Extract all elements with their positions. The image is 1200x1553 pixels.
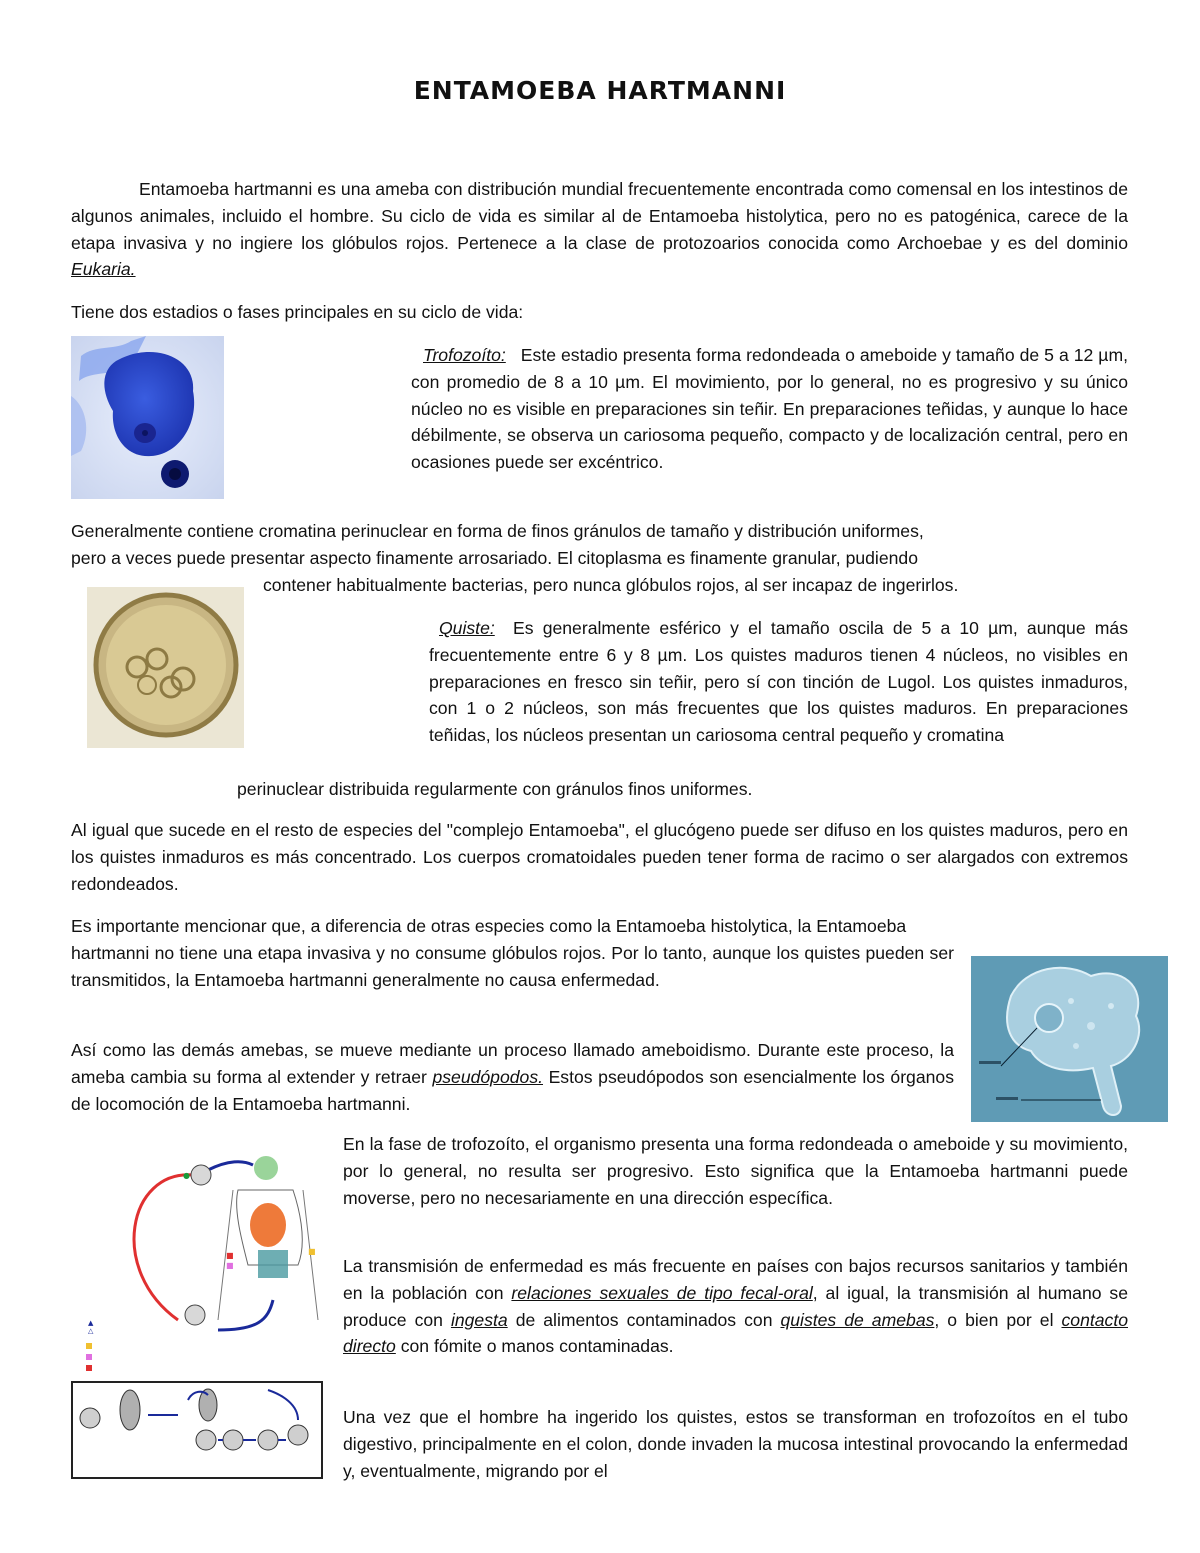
ameboidismo-paragraph	[71, 1037, 954, 1117]
ameba-pseudopodos-micrograph	[971, 956, 1168, 1122]
transmision-paragraph	[343, 1253, 1128, 1360]
pseudopodos-link[interactable]: pseudópodos.	[432, 1066, 543, 1087]
transmision-text-4: , o bien por el	[934, 1309, 1062, 1330]
trofozoito-text: Este estadio presenta forma redondeada o ameboide y tamaño de 5 a 12 µm, con promedio de 8 a 10 µm. El movimiento, por lo general, no es progresivo y su único núcleo no es visible en preparaciones sin teñir. En preparaciones teñidas, y aunque lo hace débilmente, se observa un cariosoma pequeño, compacto y de localización central, pero en ocasiones puede ser excéntrico.	[411, 345, 1128, 473]
svg-text:■: ■	[226, 1261, 234, 1270]
svg-text:■: ■	[226, 1251, 234, 1260]
trofozoito-paragraph	[411, 342, 1128, 476]
svg-text:●: ●	[183, 1171, 190, 1180]
quiste-label: Quiste:	[439, 618, 495, 638]
svg-text:▲: ▲	[88, 1319, 94, 1327]
svg-text:■: ■	[308, 1247, 316, 1256]
quiste-paragraph	[429, 615, 1128, 749]
importante-rest: hartmanni no tiene una etapa invasiva y no consume glóbulos rojos. Por lo tanto, aunque los quistes pueden ser transmitidos, la Entamoeba hartmanni generalmente no causa enfermedad.	[71, 943, 954, 990]
ameboidismo-text: Así como las demás amebas, se mueve mediante un proceso llamado ameboidismo. Durante este proceso, la ameba cambia su forma al extender y retraer	[71, 1040, 954, 1087]
ingerido-paragraph: Una vez que el hombre ha ingerido los quistes, estos se transforman en trofozoítos en el tubo digestivo, principalmente en el colon, donde invaden la mucosa intestinal provocando la enfermedad y, eventualmente, migrando por el	[343, 1407, 1128, 1481]
cromatina-line-2: pero a veces puede presentar aspecto finamente arrosariado. El citoplasma es finamente granular, pudiendo	[71, 548, 918, 568]
quiste-micrograph	[87, 587, 244, 748]
eukaria-link[interactable]: Eukaria.	[71, 259, 136, 280]
fase-paragraph: En la fase de trofozoíto, el organismo presenta una forma redondeada o ameboide y su movimiento, por lo general, no resulta ser progresivo. Esto significa que la Entamoeba hartmanni puede moverse, pero no necesariamente en una dirección específica.	[343, 1134, 1128, 1208]
contacto-link[interactable]: contacto directo	[343, 1309, 1128, 1357]
transmision-text-5: con fómite o manos contaminadas.	[395, 1336, 674, 1357]
ingesta-link[interactable]: ingesta	[450, 1309, 508, 1330]
quistes-link[interactable]: quistes de amebas	[780, 1309, 935, 1330]
quiste-text: Es generalmente esférico y el tamaño oscila de 5 a 10 µm, aunque más frecuentemente entre 6 y 8 µm. Los quistes maduros tienen 4 núcleos, no visibles en preparaciones en fresco sin teñir, pero sí con tinción de Lugol. Los quistes inmaduros, con 1 o 2 núcleos, son más frecuentes que los quistes maduros. En preparaciones teñidas, los núcleos presentan un cariosoma central pequeño y cromatina	[429, 618, 1129, 746]
svg-text:△: △	[88, 1327, 94, 1335]
intro-text: Entamoeba hartmanni es una ameba con distribución mundial frecuentemente encontrada como comensal en los intestinos de algunos animales, incluido el hombre. Su ciclo de vida es similar al de Entamoeba histolytica, pero no es patogénica, carece de la etapa invasiva y no ingiere los glóbulos rojos. Pertenece a la clase de protozoarios conocida como Archoebae y es del dominio	[71, 179, 1128, 253]
trofozoito-micrograph	[71, 336, 224, 499]
transmision-text-2: , al igual, la transmisión al humano se produce con	[343, 1282, 1128, 1330]
transmision-text-3: de alimentos contaminados con	[507, 1309, 781, 1330]
transmision-text-1: La transmisión de enfermedad es más frecuente en países con bajos recursos sanitarios y también en la población con	[343, 1256, 1128, 1303]
trofozoito-label: Trofozoíto:	[423, 345, 506, 365]
importante-line-1: Es importante mencionar que, a diferencia de otras especies como la Entamoeba histolytica, la Entamoeba	[71, 916, 907, 936]
glucogeno-paragraph: Al igual que sucede en el resto de especies del "complejo Entamoeba", el glucógeno puede ser difuso en los quistes maduros, pero en los quistes inmaduros es más concentrado. Los cuerpos cromatoidales pueden tener forma de racimo o ser alargados con extremos redondeados.	[71, 820, 1128, 894]
cromatina-line-3: contener habitualmente bacterias, pero nunca glóbulos rojos, al ser incapaz de ingerirlos.	[263, 575, 959, 595]
relaciones-link[interactable]: relaciones sexuales de tipo fecal-oral	[511, 1282, 813, 1303]
quiste-last-line: perinuclear distribuida regularmente con gránulos finos uniformes.	[237, 779, 753, 799]
ameboidismo-after: Estos pseudópodos son esencialmente los órganos de locomoción de la Entamoeba hartmanni.	[71, 1066, 954, 1114]
intro-paragraph	[71, 176, 1128, 283]
cromatina-line-1: Generalmente contiene cromatina perinuclear en forma de finos gránulos de tamaño y distribución uniformes,	[71, 521, 924, 541]
page-title: ENTAMOEBA HARTMANNI	[413, 76, 787, 105]
stages-intro: Tiene dos estadios o fases principales en su ciclo de vida:	[71, 302, 524, 322]
life-cycle-diagram	[68, 1150, 328, 1480]
